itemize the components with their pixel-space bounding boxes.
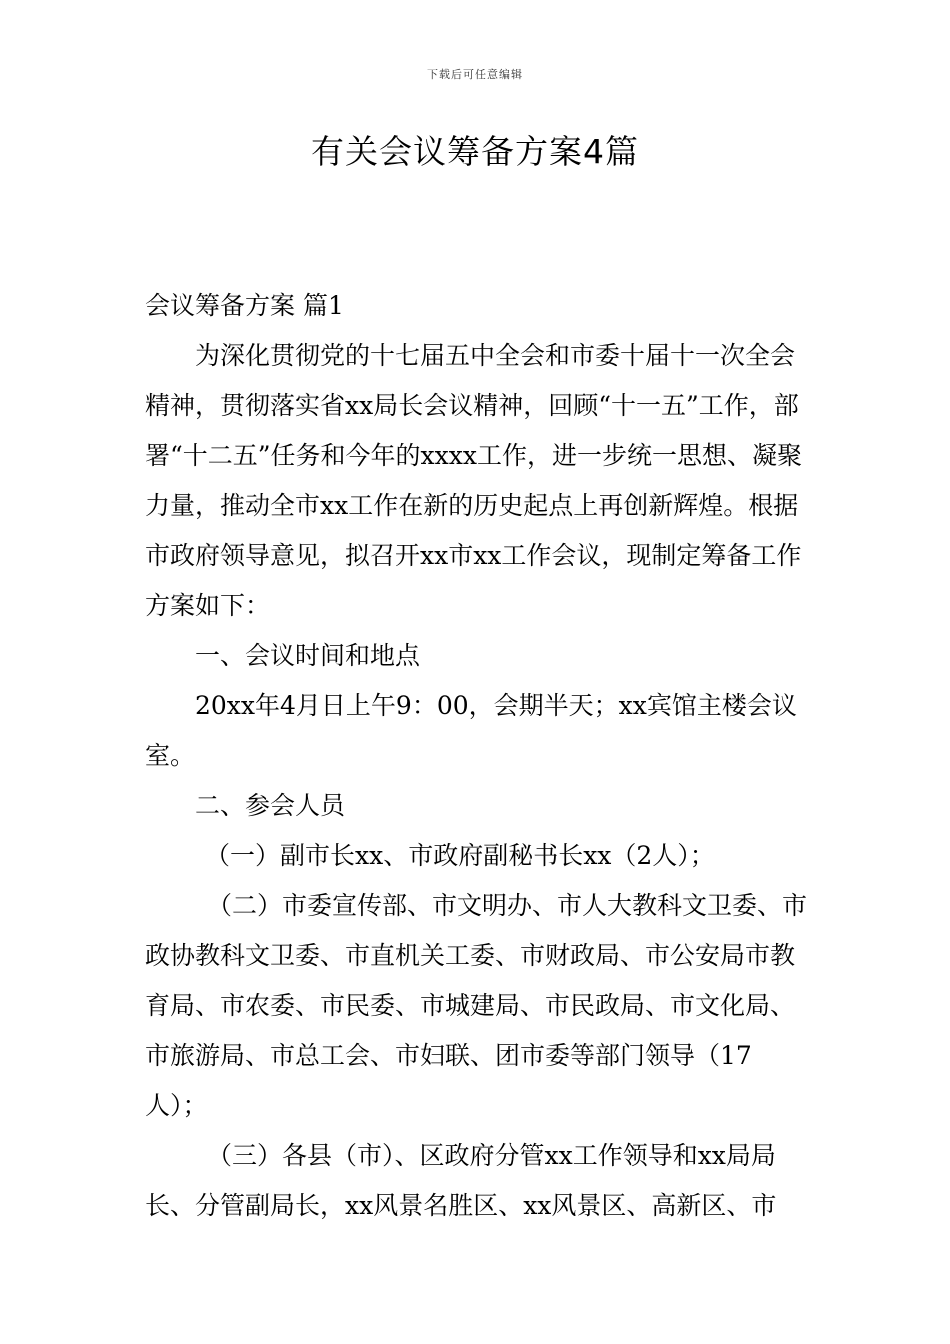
attendees-item-3: （三）各县（市）、区政府分管xx工作领导和xx局局长、分管副局长，xx风景名胜区、xx风景区、高新区、市 bbox=[145, 1141, 777, 1220]
heading-attendees: 二、参会人员 bbox=[195, 791, 346, 820]
heading-time-place: 一、会议时间和地点 bbox=[195, 641, 421, 670]
section-heading: 会议筹备方案 篇1 bbox=[145, 291, 344, 320]
header-note: 下载后可任意编辑 bbox=[427, 68, 523, 81]
time-place-paragraph: 20xx年4月日上午9：00，会期半天；xx宾馆主楼会议室。 bbox=[145, 691, 797, 770]
document-title: 有关会议筹备方案4篇 bbox=[311, 132, 639, 171]
attendees-item-1: （一）副市长xx、市政府副秘书长xx（2人）； bbox=[205, 841, 715, 870]
attendees-item-2: （二）市委宣传部、市文明办、市人大教科文卫委、市政协教科文卫委、市直机关工委、市财政局、市公安局市教育局、市农委、市民委、市城建局、市民政局、市文化局、市旅游局、市总工会、市妇联、团市委等部门领导（17人）； bbox=[145, 891, 808, 1120]
document-body bbox=[145, 281, 810, 1231]
intro-paragraph: 为深化贯彻党的十七届五中全会和市委十届十一次全会精神，贯彻落实省xx局长会议精神，回顾“十一五”工作，部署“十二五”任务和今年的xxxx工作，进一步统一思想、凝聚力量，推动全市xx工作在新的历史起点上再创新辉煌。根据市政府领导意见，拟召开xx市xx工作会议，现制定筹备工作方案如下： bbox=[145, 341, 802, 620]
